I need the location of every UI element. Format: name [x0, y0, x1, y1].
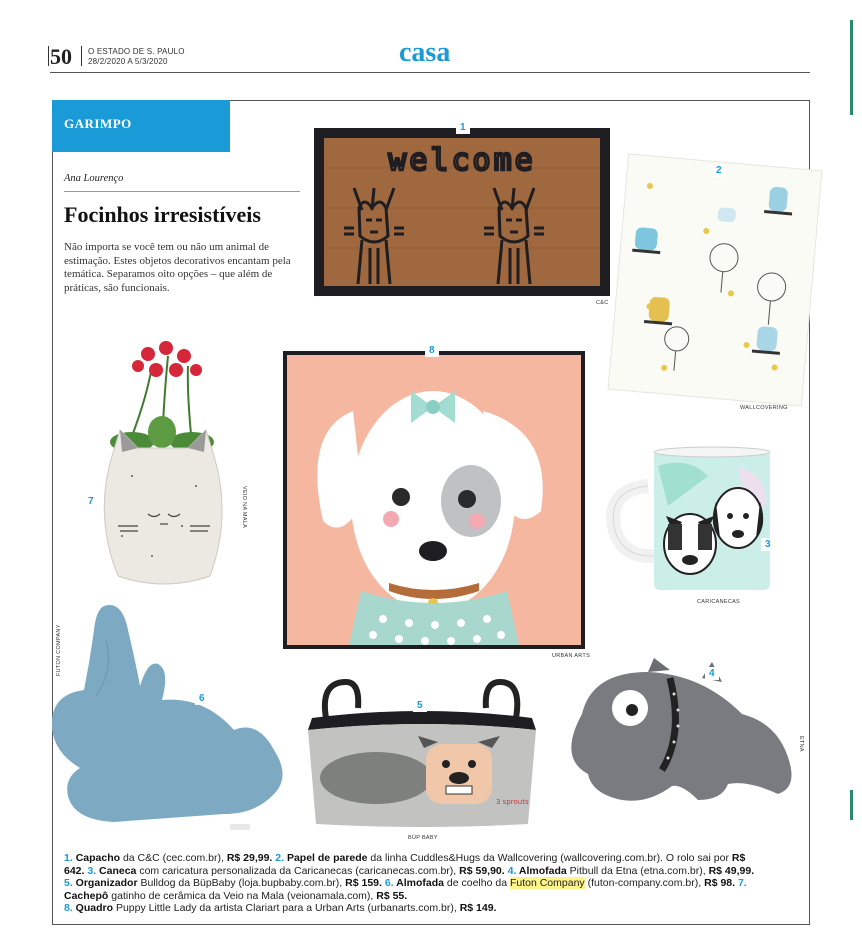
caption-price-1: R$ 29,99.	[226, 852, 273, 864]
rabbit-pillow-image	[44, 600, 296, 836]
mug-handle	[613, 486, 656, 556]
newspaper-name: O ESTADO DE S. PAULO	[88, 47, 185, 56]
caption-name-1: Capacho	[75, 852, 121, 864]
product-number-1: 1	[456, 121, 470, 134]
organizer-brand-label: 3 sprouts	[496, 798, 529, 806]
caption-price-6: R$ 98.	[704, 877, 736, 889]
puppy-nose	[419, 541, 447, 561]
page-edge-mark	[850, 20, 853, 115]
mug-dog-1	[664, 514, 716, 574]
caption-text-6b: (futon-company.com.br),	[584, 877, 705, 889]
product-number-3: 3	[761, 538, 775, 551]
caption-num-3: 3.	[84, 864, 97, 877]
caption-price-5: R$ 159.	[345, 877, 382, 889]
organizer-handle-left	[325, 682, 358, 718]
section-title: casa	[399, 37, 451, 68]
cat-planter-image	[92, 326, 240, 592]
caption-text-7: gatinho de cerâmica da Veio na Mala (veionamala.com),	[108, 889, 377, 902]
caption-text-8: Puppy Little Lady da artista Clariart para a Urban Arts (urbanarts.com.br),	[113, 902, 460, 914]
caption-text-3: com caricatura personalizada da Caricanecas (caricanecas.com.br),	[136, 864, 460, 877]
caption-num-6: 6.	[381, 877, 394, 889]
caption-name-5: Organizador	[72, 877, 138, 889]
lede: Não importa se você tem ou não um animal de estimação. Estes objetos decorativos encantam pela temática. Separamos oito opções – que além de práticas, são funcionais.	[64, 241, 291, 294]
products-caption	[64, 852, 764, 915]
caption-text-6: de coelho da	[443, 877, 510, 889]
product-number-4: 4	[705, 667, 719, 680]
photo-credit-3: CARICANECAS	[697, 599, 741, 605]
caption-price-7: R$ 55.	[376, 889, 408, 902]
product-number-7: 7	[84, 495, 98, 508]
caption-text-4: Pitbull da Etna (etna.com.br),	[566, 864, 709, 877]
page-number: 50	[50, 44, 72, 69]
product-number-8: 8	[425, 344, 439, 357]
headline: Focinhos irresistíveis	[64, 202, 261, 227]
header-rule	[50, 72, 810, 73]
caption-name-7: Cachepô	[64, 889, 109, 902]
kicker: GARIMPO	[64, 116, 132, 131]
organizer-handle-right	[486, 682, 518, 718]
caption-name-3: Caneca	[96, 864, 137, 877]
caption-text-5: Bulldog da BüpBaby (loja.bupbaby.com.br),	[137, 877, 346, 889]
wallpaper-image	[612, 162, 818, 398]
mug-dog-2	[713, 488, 763, 548]
caption-price-3: R$ 59,90.	[459, 864, 505, 877]
caption-num-1: 1.	[64, 852, 73, 864]
header-divider-right	[81, 46, 82, 66]
caption-price-2: R$ 642.	[64, 852, 746, 877]
header-divider-left	[48, 46, 49, 66]
doormat-image	[314, 128, 610, 296]
caption-num-8: 8.	[64, 902, 73, 914]
photo-credit-4: ETNA	[798, 736, 804, 752]
photo-credit-5: BÜP BABY	[408, 835, 438, 841]
caption-num-7: 7.	[735, 877, 747, 889]
photo-credit-2: WALLCOVERING	[740, 405, 788, 411]
puppy-art-image	[283, 351, 585, 649]
caption-highlight-futon: Futon Company	[509, 877, 585, 889]
caption-name-6: Almofada	[393, 877, 444, 889]
caption-num-4: 4.	[504, 864, 517, 877]
pillow-body	[571, 672, 791, 801]
doormat-welcome-text: welcome	[388, 143, 536, 178]
byline-rule	[64, 191, 300, 192]
caption-name-2: Papel de parede	[284, 852, 368, 864]
caption-text-2: da linha Cuddles&Hugs da Wallcovering (wallcovering.com.br). O rolo sai por	[367, 852, 732, 864]
caption-name-4: Almofada	[516, 864, 567, 877]
caption-num-5: 5.	[64, 877, 73, 889]
author-byline: Ana Lourenço	[64, 173, 124, 184]
product-number-6: 6	[195, 692, 209, 705]
pitbull-pillow-image	[552, 654, 808, 810]
caption-num-2: 2.	[272, 852, 285, 864]
photo-credit-7: VEIO NA MALA	[241, 486, 247, 529]
photo-credit-8: URBAN ARTS	[552, 653, 591, 659]
caption-name-8: Quadro	[72, 902, 114, 914]
page-edge-mark-lower	[850, 790, 853, 820]
planter-body	[104, 430, 222, 584]
caption-price-4: R$ 49,99.	[708, 864, 755, 877]
caption-price-8: R$ 149.	[459, 902, 497, 914]
photo-credit-1: C&C	[596, 300, 609, 306]
product-number-5: 5	[413, 699, 427, 712]
edition-dates: 28/2/2020 A 5/3/2020	[88, 57, 168, 66]
newspaper-info	[88, 47, 185, 67]
caption-text-1: da C&C (cec.com.br),	[120, 852, 227, 864]
photo-credit-6: FUTON COMPANY	[56, 624, 62, 676]
product-number-2: 2	[712, 164, 726, 177]
mug-image	[608, 446, 778, 596]
